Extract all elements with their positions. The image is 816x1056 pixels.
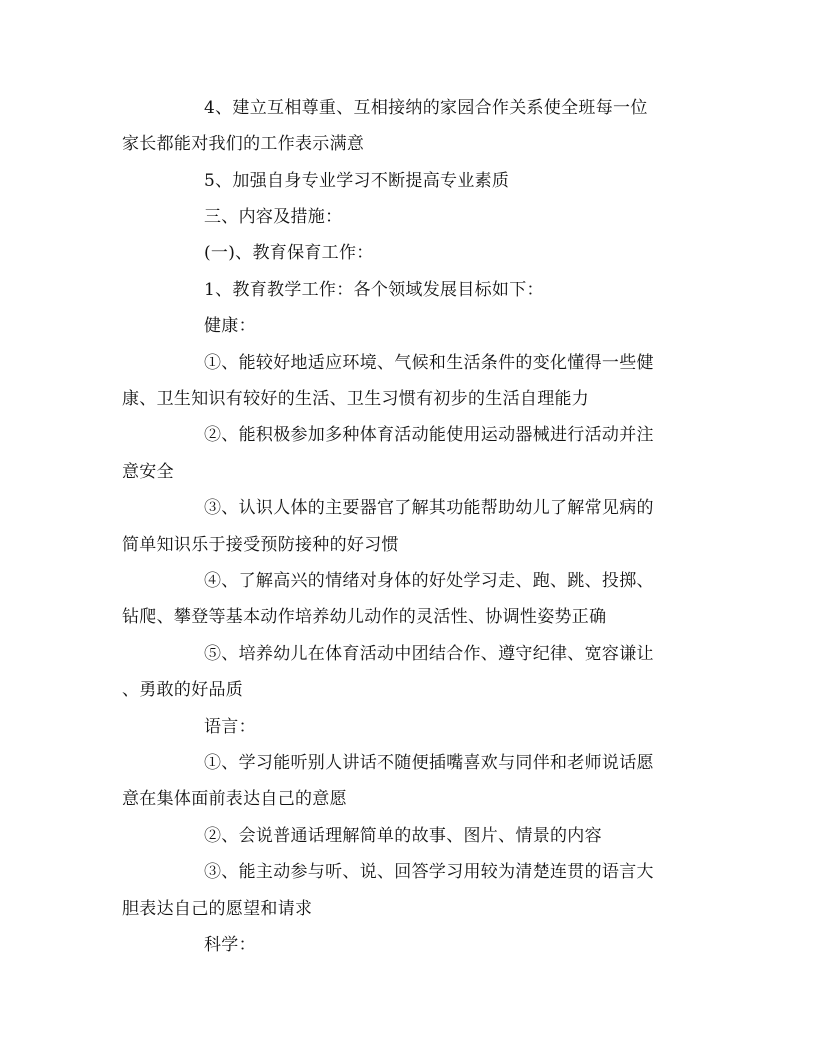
language-item-1-line-2: 意在集体面前表达自己的意愿 [122, 789, 347, 809]
health-item-2-line-1: ②、能积极参加多种体育活动能使用运动器械进行活动并注 [204, 425, 654, 445]
health-item-3-line-1: ③、认识人体的主要器官了解其功能帮助幼儿了解常见病的 [204, 498, 654, 518]
subsection-heading-education-care: (一)、教育保育工作： [204, 243, 374, 263]
section-heading-content-measures: 三、内容及措施： [204, 207, 343, 227]
health-item-1-line-2: 康、卫生知识有较好的生活、卫生习惯有初步的生活自理能力 [122, 389, 590, 409]
paragraph-goal-4-line-1: 4、建立互相尊重、互相接纳的家园合作关系使全班每一位 [204, 98, 648, 118]
language-item-1-line-1: ①、学习能听别人讲话不随便插嘴喜欢与同伴和老师说话愿 [204, 753, 654, 773]
health-item-2-line-2: 意安全 [122, 462, 174, 482]
health-item-5-line-2: 、勇敢的好品质 [122, 680, 244, 700]
health-item-4-line-2: 钻爬、攀登等基本动作培养幼儿动作的灵活性、协调性姿势正确 [122, 607, 607, 627]
health-item-4-line-1: ④、了解高兴的情绪对身体的好处学习走、跑、跳、投掷、 [204, 571, 654, 591]
domain-heading-health: 健康： [204, 316, 256, 336]
domain-heading-language: 语言： [204, 717, 256, 737]
paragraph-goal-5: 5、加强自身专业学习不断提高专业素质 [204, 171, 510, 191]
health-item-1-line-1: ①、能较好地适应环境、气候和生活条件的变化懂得一些健 [204, 353, 654, 373]
domain-heading-science: 科学： [204, 935, 256, 955]
health-item-5-line-1: ⑤、培养幼儿在体育活动中团结合作、遵守纪律、宽容谦让 [204, 644, 654, 664]
health-item-3-line-2: 简单知识乐于接受预防接种的好习惯 [122, 535, 399, 555]
language-item-3-line-2: 胆表达自己的愿望和请求 [122, 899, 313, 919]
paragraph-goal-4-line-2: 家长都能对我们的工作表示满意 [122, 134, 365, 154]
item-teaching-work: 1、教育教学工作：各个领域发展目标如下： [204, 280, 544, 300]
language-item-2: ②、会说普通话理解简单的故事、图片、情景的内容 [204, 826, 602, 846]
language-item-3-line-1: ③、能主动参与听、说、回答学习用较为清楚连贯的语言大 [204, 862, 654, 882]
